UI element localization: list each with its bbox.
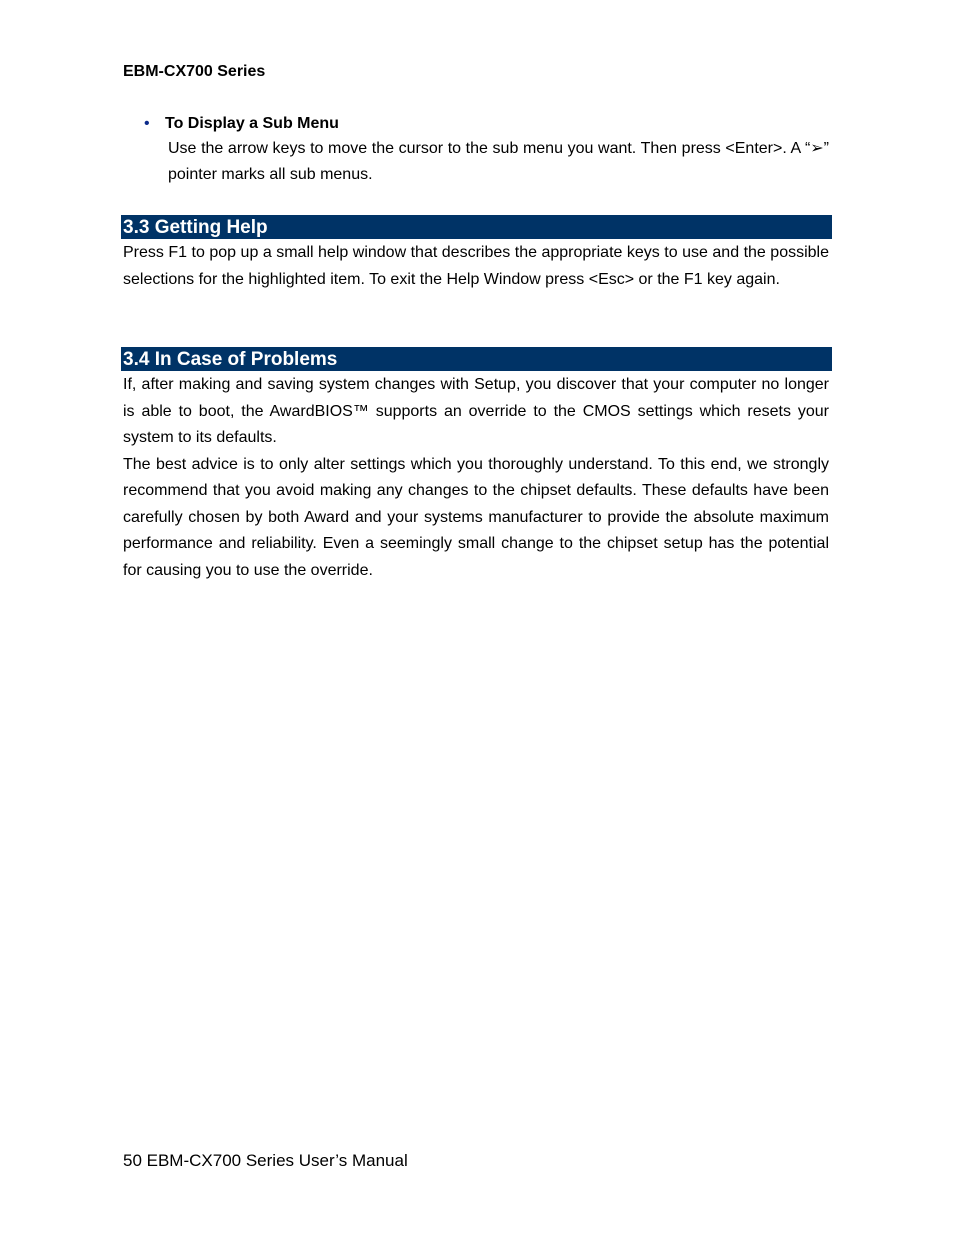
submenu-title: To Display a Sub Menu <box>165 115 339 132</box>
paragraph: The best advice is to only alter settings which you thoroughly understand. To this end, we strongly recommend that you avoid making any changes to the chipset defaults. These defaults have been carefully chosen by both Award and your systems manufacturer to provide the absolute maximum performance and reliability. Even a seemingly small change to the chipset setup has the potential for causing you to use the override. <box>123 455 829 579</box>
submenu-bullet-item <box>123 112 829 188</box>
paragraph: Press F1 to pop up a small help window that describes the appropriate keys to use and the possible selections for the highlighted item. To exit the Help Window press <Esc> or the F1 key again. <box>123 244 829 288</box>
submenu-body: Use the arrow keys to move the cursor to the sub menu you want. Then press <Enter>. A “➢” pointer marks all sub menus. <box>168 140 829 183</box>
paragraph: If, after making and saving system changes with Setup, you discover that your computer no longer is able to boot, the AwardBIOS™ supports an override to the CMOS settings which resets your system to its defaults. <box>123 376 829 446</box>
section-body-getting-help <box>123 240 829 293</box>
running-header: EBM-CX700 Series <box>123 63 266 80</box>
page-footer: 50 EBM-CX700 Series User’s Manual <box>123 1151 408 1170</box>
section-heading-in-case-of-problems: 3.4 In Case of Problems <box>121 347 832 371</box>
submenu-title-row <box>123 112 829 136</box>
section-body-in-case-of-problems <box>123 372 829 584</box>
bullet-icon: • <box>144 115 150 132</box>
section-heading-getting-help: 3.3 Getting Help <box>121 215 832 239</box>
